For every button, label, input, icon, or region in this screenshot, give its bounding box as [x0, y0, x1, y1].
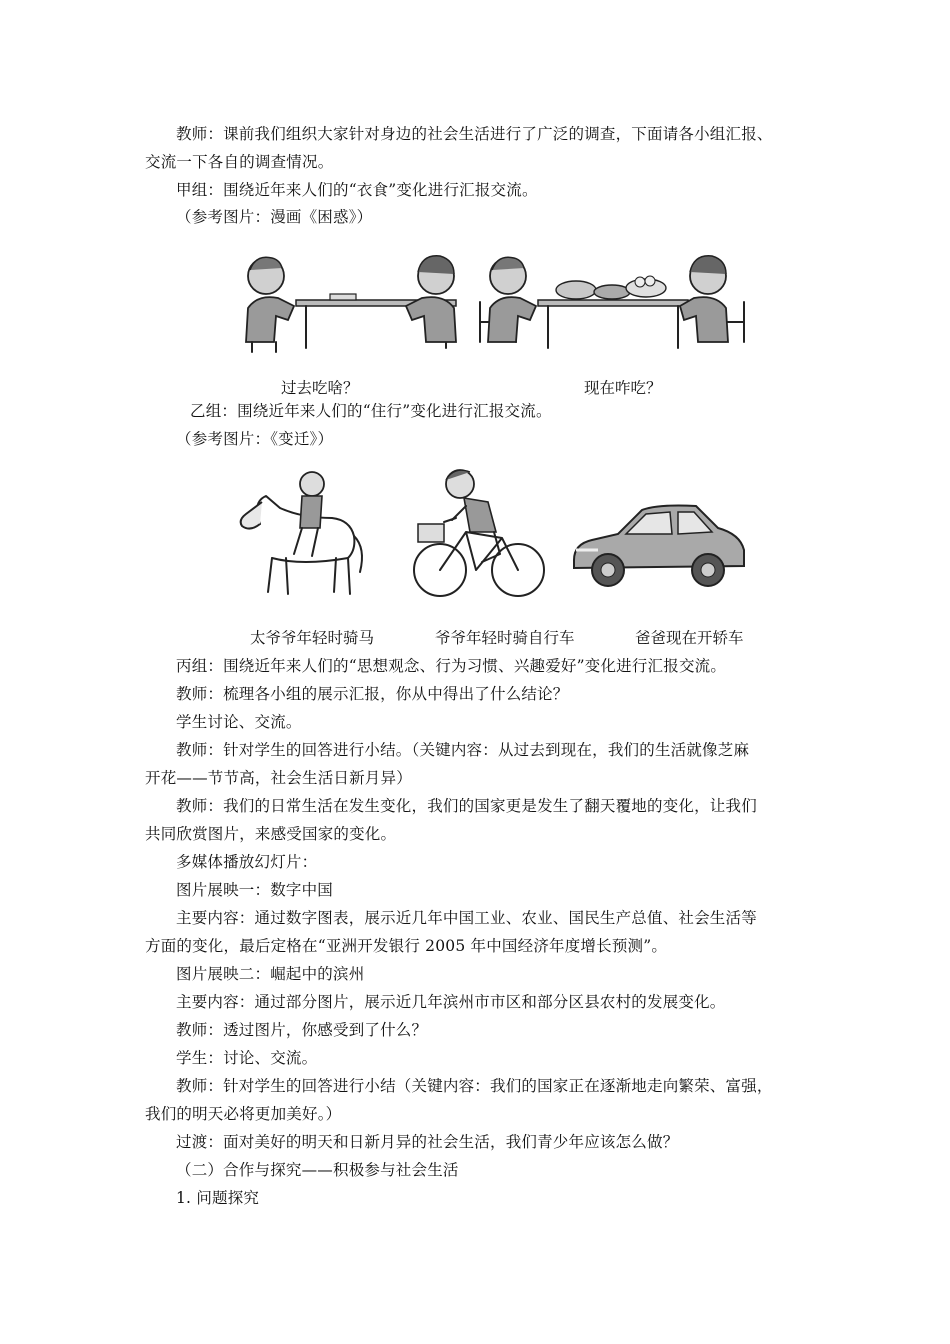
paragraph-teacher-intro-cont: 交流一下各自的调查情况。	[145, 153, 334, 171]
paragraph-teacher-feeling: 教师：透过图片，你感受到了什么？	[176, 1021, 428, 1039]
paragraph-group-a: 甲组：围绕近年来人们的“衣食”变化进行汇报交流。	[176, 181, 538, 199]
reference-note-a: （参考图片：漫画《困惑》）	[176, 208, 373, 226]
paragraph-teacher-summary: 教师：针对学生的回答进行小结。（关键内容：从过去到现在，我们的生活就像芝麻	[176, 741, 750, 759]
caption-horse: 太爷爷年轻时骑马	[250, 629, 375, 647]
horse-rider-image	[232, 462, 368, 602]
paragraph-teacher-summary-2: 教师：针对学生的回答进行小结（关键内容：我们的国家正在逐渐地走向繁荣、富强，	[176, 1077, 773, 1095]
paragraph-teacher-question: 教师：梳理各小组的展示汇报，你从中得出了什么结论？	[176, 685, 569, 703]
caption-bike: 爷爷年轻时骑自行车	[435, 629, 575, 647]
paragraph-teacher-summary-2-cont: 我们的明天必将更加美好。）	[145, 1105, 342, 1123]
comic-now-image	[476, 242, 751, 354]
paragraph-teacher-country: 教师：我们的日常生活在发生变化，我们的国家更是发生了翻天覆地的变化，让我们	[176, 797, 757, 815]
paragraph-teacher-intro: 教师：课前我们组织大家针对身边的社会生活进行了广泛的调查，下面请各小组汇报、	[176, 125, 773, 143]
paragraph-slide-one: 图片展映一：数字中国	[176, 881, 334, 899]
paragraph-student-discussion-2: 学生：讨论、交流。	[176, 1049, 318, 1067]
comic-past-image	[236, 242, 466, 354]
reference-note-b: （参考图片：《变迁》）	[176, 430, 334, 448]
paragraph-teacher-country-cont: 共同欣赏图片，来感受国家的变化。	[145, 825, 397, 843]
paragraph-transition: 过渡：面对美好的明天和日新月异的社会生活，我们青少年应该怎么做？	[176, 1133, 679, 1151]
paragraph-slide-two: 图片展映二：崛起中的滨州	[176, 965, 365, 983]
section-heading-cooperation: （二）合作与探究——积极参与社会生活	[176, 1161, 459, 1179]
caption-now: 现在咋吃？	[584, 379, 662, 397]
paragraph-slide-one-content-cont: 方面的变化，最后定格在“亚洲开发银行 2005 年中国经济年度增长预测”。	[145, 937, 668, 955]
paragraph-slideshow: 多媒体播放幻灯片：	[176, 853, 318, 871]
caption-past: 过去吃啥？	[281, 379, 359, 397]
paragraph-student-discussion: 学生讨论、交流。	[176, 713, 302, 731]
paragraph-slide-two-content: 主要内容：通过部分图片，展示近几年滨州市市区和部分区县农村的发展变化。	[176, 993, 726, 1011]
paragraph-slide-one-content: 主要内容：通过数字图表，展示近几年中国工业、农业、国民生产总值、社会生活等	[176, 909, 757, 927]
car-image	[568, 494, 748, 594]
bicycle-rider-image	[404, 462, 554, 602]
caption-car: 爸爸现在开轿车	[635, 629, 744, 647]
paragraph-group-c: 丙组：围绕近年来人们的“思想观念、行为习惯、兴趣爱好”变化进行汇报交流。	[176, 657, 727, 675]
paragraph-teacher-summary-cont: 开花——节节高，社会生活日新月异）	[145, 769, 412, 787]
paragraph-group-b: 乙组：围绕近年来人们的“住行”变化进行汇报交流。	[190, 402, 552, 420]
subsection-heading-inquiry: 1. 问题探究	[176, 1189, 260, 1207]
